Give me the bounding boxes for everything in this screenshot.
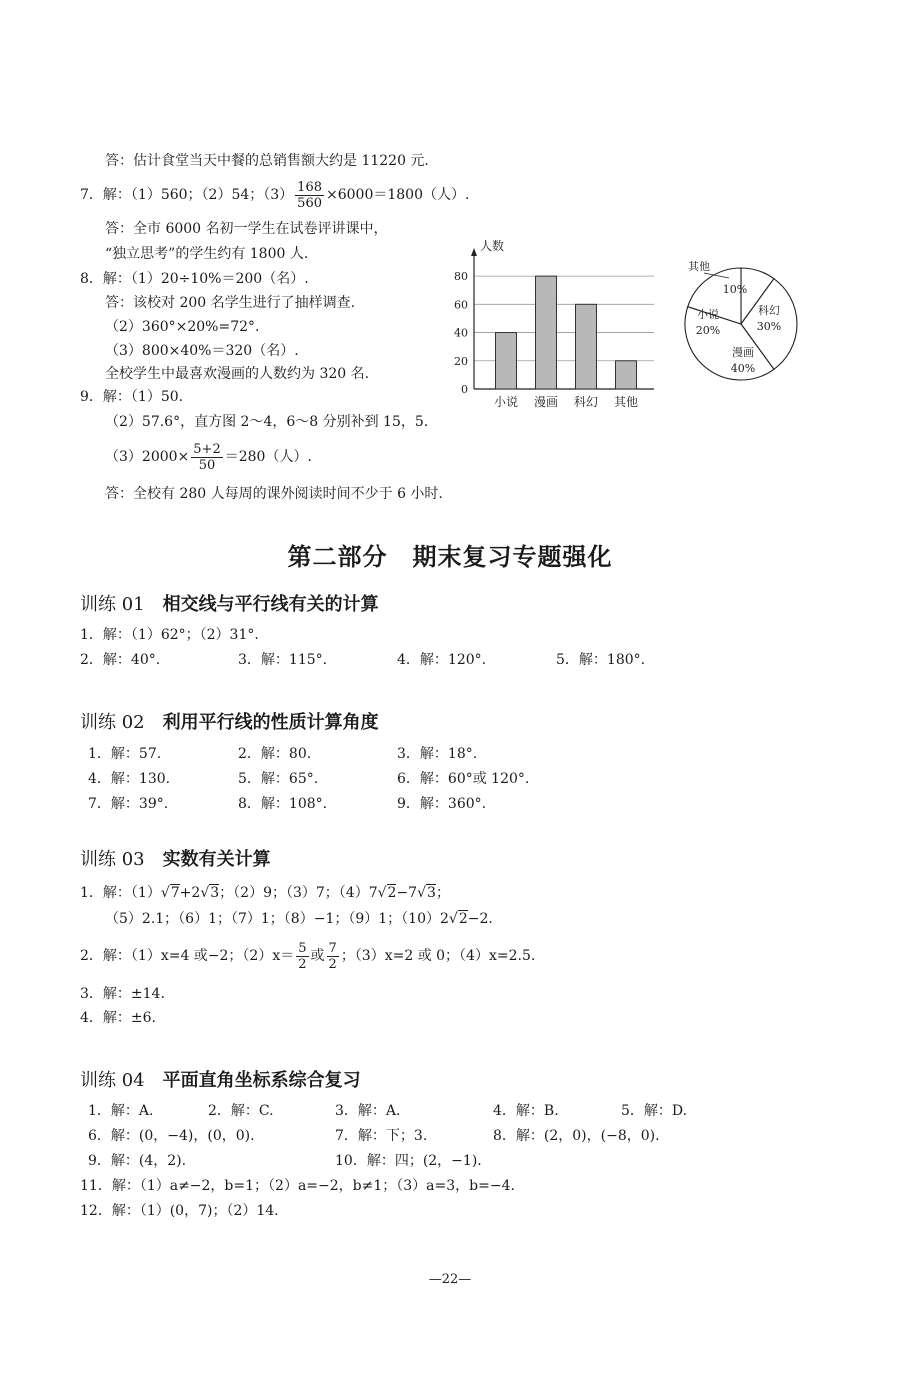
section-number: 训练 02 (80, 712, 145, 733)
s3-answer-4: 4．解：±6. (80, 1010, 156, 1026)
answer-7-suffix: ×6000＝1800（人）. (326, 187, 470, 203)
bar-其他 (616, 361, 637, 389)
s4-answer-1: 1．解：A. (88, 1103, 154, 1119)
pie-label: 漫画 (732, 346, 754, 359)
s4-answer-6: 6．解：(0，−4)，(0，0). (88, 1128, 255, 1144)
s2-answer-2: 2．解：80. (238, 746, 312, 762)
part-title: 第二部分 期末复习专题强化 (287, 542, 613, 571)
s2-answer-1: 1．解：57. (88, 746, 162, 762)
s1-answer-5: 5．解：180°. (556, 652, 646, 668)
s3-answer-1-line2 (105, 910, 493, 928)
answer-9-conclusion: 答：全校有 280 人每周的课外阅读时间不少于 6 小时. (105, 486, 443, 502)
section-number: 训练 04 (80, 1070, 145, 1091)
text-run: （5）2.1；（6）1；（7）1；（8）−1；（9）1；（10）2 (105, 911, 449, 927)
s2-answer-9: 9．解：360°. (397, 796, 487, 812)
y-axis-label: 人数 (480, 239, 505, 253)
radicand: 2 (458, 911, 468, 927)
y-tick-label: 80 (454, 270, 468, 284)
fraction-numerator: 168 (297, 179, 322, 195)
text-run: −7 (396, 885, 418, 901)
s4-answer-12: 12．解：（1）(0，7)；（2）14. (80, 1203, 279, 1219)
answer-9-part3-suffix: ＝280（人）. (224, 449, 312, 465)
answer-7 (80, 176, 469, 214)
text-run: 2．解：（1）x=4 或−2；（2）x＝ (80, 948, 295, 964)
s3-answer-1-line1 (80, 884, 450, 902)
radicand: 3 (210, 885, 220, 901)
y-tick-label: 20 (454, 354, 468, 368)
s4-answer-8: 8．解：(2，0)，(−8，0). (493, 1128, 660, 1144)
fraction-denominator: 560 (297, 195, 322, 211)
fraction-5-2 (296, 941, 308, 972)
section-title: 相交线与平行线有关的计算 (162, 594, 379, 615)
answer-7-conclusion-1: 答：全市 6000 名初一学生在试卷评讲课中， (105, 221, 388, 237)
s4-answer-3: 3．解：A. (335, 1103, 401, 1119)
y-axis-arrow (471, 248, 477, 256)
sqrt-symbol: √ (417, 885, 427, 901)
s2-answer-5: 5．解：65°. (238, 771, 319, 787)
x-tick-label: 其他 (613, 395, 639, 409)
fraction-168-560 (295, 180, 324, 211)
s4-answer-7: 7．解：下；3. (335, 1128, 428, 1144)
answer-9-part2: （2）57.6°，直方图 2～4，6～8 分别补到 15，5. (105, 414, 429, 430)
sqrt-symbol: √ (377, 885, 387, 901)
answer-9-part1: 9．解：（1）50. (80, 389, 184, 405)
answer-9-part3 (105, 437, 312, 477)
pie-chart (676, 256, 806, 386)
s2-answer-7: 7．解：39°. (88, 796, 169, 812)
pie-value-label: 20% (695, 324, 721, 337)
pie-value-label: 40% (730, 362, 756, 375)
text-run: ；（3）x=2 或 0；（4）x=2.5. (340, 948, 536, 964)
section-02-heading (80, 708, 379, 734)
text-run: ； (435, 885, 450, 901)
fraction-numerator: 5 (298, 940, 307, 956)
answer-7-prefix: 7．解：（1）560；（2）54；（3） (80, 187, 294, 203)
s4-answer-11: 11．解：（1）a≠−2，b=1；（2）a=−2，b≠1；（3）a=3，b=−4. (80, 1178, 515, 1194)
answer-8-conclusion: 答：该校对 200 名学生进行了抽样调查. (105, 295, 356, 311)
fraction-7-2 (327, 941, 339, 972)
x-tick-label: 科幻 (573, 395, 599, 409)
y-tick-label: 40 (454, 326, 468, 340)
pie-value-label: 10% (722, 283, 748, 296)
text-run: −2. (467, 911, 493, 927)
page-number: —22— (428, 1272, 472, 1287)
s4-answer-2: 2．解：C. (208, 1103, 274, 1119)
section-04-heading (80, 1066, 361, 1092)
fraction-denominator: 2 (328, 956, 337, 972)
fraction-7-50 (191, 442, 222, 473)
text-run: 或 (310, 948, 325, 964)
x-tick-label: 小说 (493, 395, 519, 409)
radicand: 3 (427, 885, 436, 901)
text-run: 1．解：（1） (80, 885, 161, 901)
fraction-denominator: 50 (198, 457, 216, 473)
radicand: 2 (387, 885, 397, 901)
bar-科幻 (576, 304, 597, 389)
answer-8-part3: （3）800×40%＝320（名）. (105, 343, 299, 359)
text-run: ；（2）9；（3）7；（4）7 (219, 885, 378, 901)
s1-answer-3: 3．解：115°. (238, 652, 328, 668)
pie-label: 科幻 (758, 304, 780, 317)
answer-8-final: 全校学生中最喜欢漫画的人数约为 320 名. (105, 366, 370, 382)
pie-label: 其他 (688, 260, 710, 273)
s2-answer-4: 4．解：130. (88, 771, 171, 787)
section-title: 实数有关计算 (162, 849, 271, 870)
x-tick-label: 漫画 (533, 395, 559, 409)
pie-value-label: 30% (756, 320, 782, 333)
s3-answer-3: 3．解：±14. (80, 986, 165, 1002)
s1-answer-1: 1．解：（1）62°；（2）31°. (80, 627, 259, 643)
answer-6-conclusion: 答：估计食堂当天中餐的总销售额大约是 11220 元. (105, 153, 429, 169)
section-number: 训练 01 (80, 594, 145, 615)
answer-8-part2: （2）360°×20%=72°. (105, 319, 260, 335)
section-title: 平面直角坐标系综合复习 (162, 1070, 361, 1091)
fraction-numerator: 7 (328, 940, 337, 956)
answer-7-conclusion-2: “独立思考”的学生约有 1800 人. (105, 246, 309, 262)
s3-answer-2 (80, 936, 535, 976)
sqrt-symbol: √ (160, 885, 170, 901)
section-number: 训练 03 (80, 849, 145, 870)
fraction-numerator: 5+2 (193, 441, 221, 457)
y-tick-label: 0 (461, 383, 468, 396)
s1-answer-2: 2．解：40°. (80, 652, 161, 668)
radicand: 7 (170, 885, 180, 901)
s4-answer-5: 5．解：D. (621, 1103, 688, 1119)
s4-answer-10: 10．解：四；(2，−1). (335, 1153, 482, 1169)
section-03-heading (80, 845, 271, 871)
bar-小说 (496, 333, 517, 389)
s2-answer-3: 3．解：18°. (397, 746, 478, 762)
bar-漫画 (536, 276, 557, 389)
bar-chart (440, 232, 665, 417)
y-tick-label: 60 (454, 298, 468, 312)
section-01-heading (80, 590, 379, 616)
answer-9-part3-prefix: （3）2000× (105, 449, 190, 465)
pie-label: 小说 (697, 308, 719, 321)
sqrt-symbol: √ (448, 911, 458, 927)
answer-8-part1: 8．解：（1）20÷10%＝200（名）. (80, 271, 309, 287)
fraction-denominator: 2 (298, 956, 307, 972)
s4-answer-9: 9．解：(4，2). (88, 1153, 187, 1169)
s2-answer-8: 8．解：108°. (238, 796, 328, 812)
s1-answer-4: 4．解：120°. (397, 652, 487, 668)
section-title: 利用平行线的性质计算角度 (162, 712, 379, 733)
text-run: +2 (179, 885, 201, 901)
s4-answer-4: 4．解：B. (493, 1103, 559, 1119)
sqrt-symbol: √ (200, 885, 210, 901)
s2-answer-6: 6．解：60°或 120°. (397, 771, 530, 787)
